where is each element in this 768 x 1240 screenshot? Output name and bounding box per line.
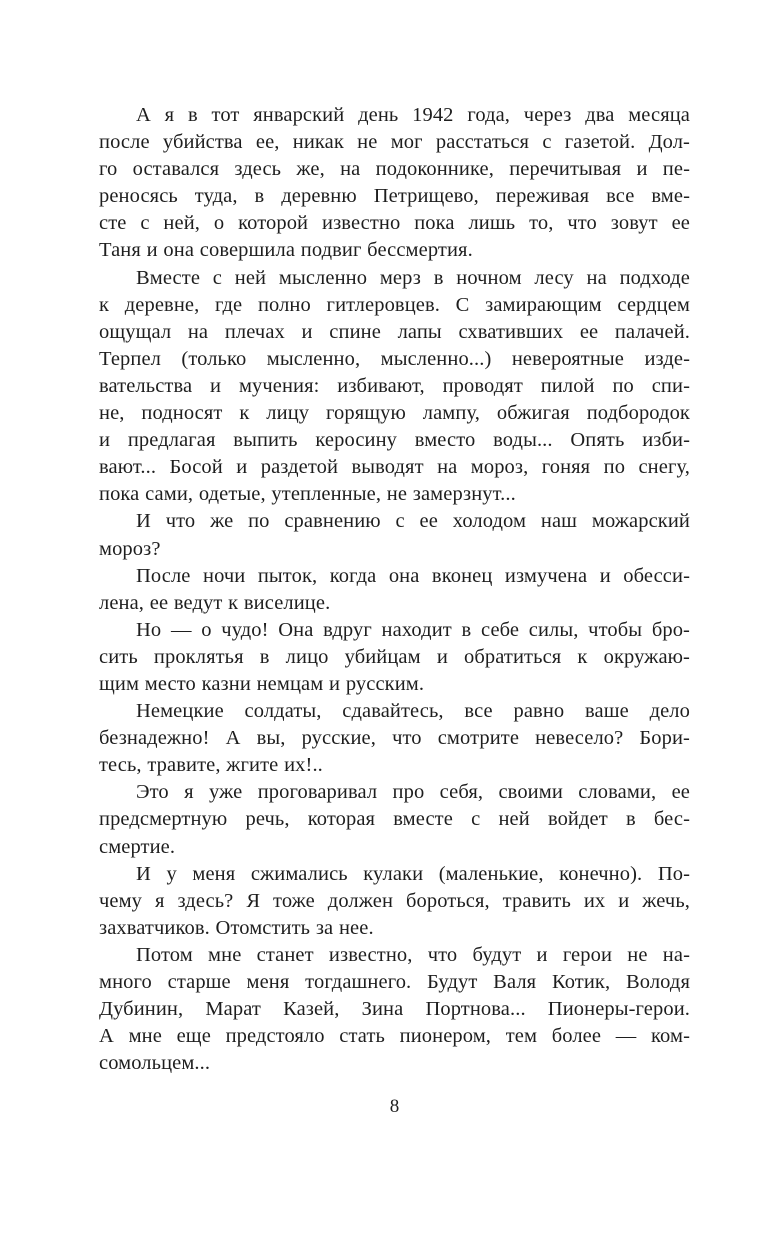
text-line: лена, ее ведут к виселице. — [99, 591, 331, 614]
text-line: сте с ней, о которой известно пока лишь то, что зовут ее — [99, 212, 690, 235]
text-line: смертие. — [99, 835, 176, 858]
paragraph — [99, 942, 690, 1077]
text-line: вательства и мучения: избивают, проводят пилой по спи- — [99, 374, 690, 397]
text-line: много старше меня тогдашнего. Будут Валя Котик, Володя — [99, 971, 690, 993]
paragraph — [99, 617, 690, 698]
text-line: щим место казни немцам и русским. — [99, 672, 425, 695]
text-line: безнадежно! А вы, русские, что смотрите невесело? Бори- — [99, 727, 690, 750]
text-line: Немецкие солдаты, сдавайтесь, все равно ваше дело — [136, 700, 690, 723]
paragraph — [99, 265, 690, 509]
text-line: Потом мне станет известно, что будут и герои не на- — [136, 943, 690, 966]
text-line: И у меня сжимались кулаки (маленькие, конечно). По- — [136, 862, 690, 885]
paragraph — [99, 779, 690, 860]
text-line: вают... Босой и раздетой выводят на мороз, гоняя по снегу, — [99, 456, 690, 479]
text-line: Но — о чудо! Она вдруг находит в себе силы, чтобы бро- — [136, 618, 690, 641]
paragraph — [99, 563, 690, 617]
text-line: пока сами, одетые, утепленные, не замерзнут... — [99, 483, 516, 506]
text-line: го оставался здесь же, на подоконнике, перечитывая и пе- — [99, 158, 690, 181]
text-line: Вместе с ней мысленно мерз в ночном лесу на подходе — [136, 266, 690, 289]
paragraph — [99, 861, 690, 942]
text-line: А я в тот январский день 1942 года, через два месяца — [136, 104, 690, 126]
text-line: После ночи пыток, когда она вконец измучена и обесси- — [136, 564, 690, 587]
text-line: Таня и она совершила подвиг бессмертия. — [99, 239, 473, 262]
text-line: не, подносят к лицу горящую лампу, обжигая подбородок — [99, 402, 690, 425]
text-line: чему я здесь? Я тоже должен бороться, травить их и жечь, — [99, 889, 690, 912]
text-line: захватчиков. Отомстить за нее. — [99, 916, 374, 939]
text-line: Это я уже проговаривал про себя, своими словами, ее — [136, 781, 690, 804]
text-line: предсмертную речь, которая вместе с ней войдет в бес- — [99, 808, 690, 831]
paragraph — [99, 102, 690, 265]
text-line: мороз? — [99, 537, 161, 560]
text-line: реносясь туда, в деревню Петрищево, переживая все вме- — [99, 185, 690, 208]
body-text — [99, 102, 690, 1077]
paragraph — [99, 508, 690, 562]
text-line: ощущал на плечах и спине лапы схвативших ее палачей. — [99, 320, 690, 343]
text-line: сомольцем... — [99, 1052, 211, 1075]
text-line: А мне еще предстояло стать пионером, тем более — ком- — [99, 1025, 690, 1048]
text-line: Дубинин, Марат Казей, Зина Портнова... Пионеры-герои. — [99, 998, 690, 1021]
text-line: и предлагая выпить керосину вместо воды... Опять изби- — [99, 429, 690, 452]
text-line: тесь, травите, жгите их!.. — [99, 754, 323, 777]
text-line: И что же по сравнению с ее холодом наш можарский — [136, 510, 690, 533]
paragraph — [99, 698, 690, 779]
text-line: после убийства ее, никак не мог расстаться с газетой. Дол- — [99, 131, 690, 154]
text-line: к деревне, где полно гитлеровцев. С замирающим сердцем — [99, 293, 690, 316]
page-number: 8 — [389, 1096, 400, 1117]
text-line: сить проклятья в лицо убийцам и обратиться к окружаю- — [99, 645, 690, 668]
text-line: Терпел (только мысленно, мысленно...) невероятные изде- — [99, 347, 690, 370]
